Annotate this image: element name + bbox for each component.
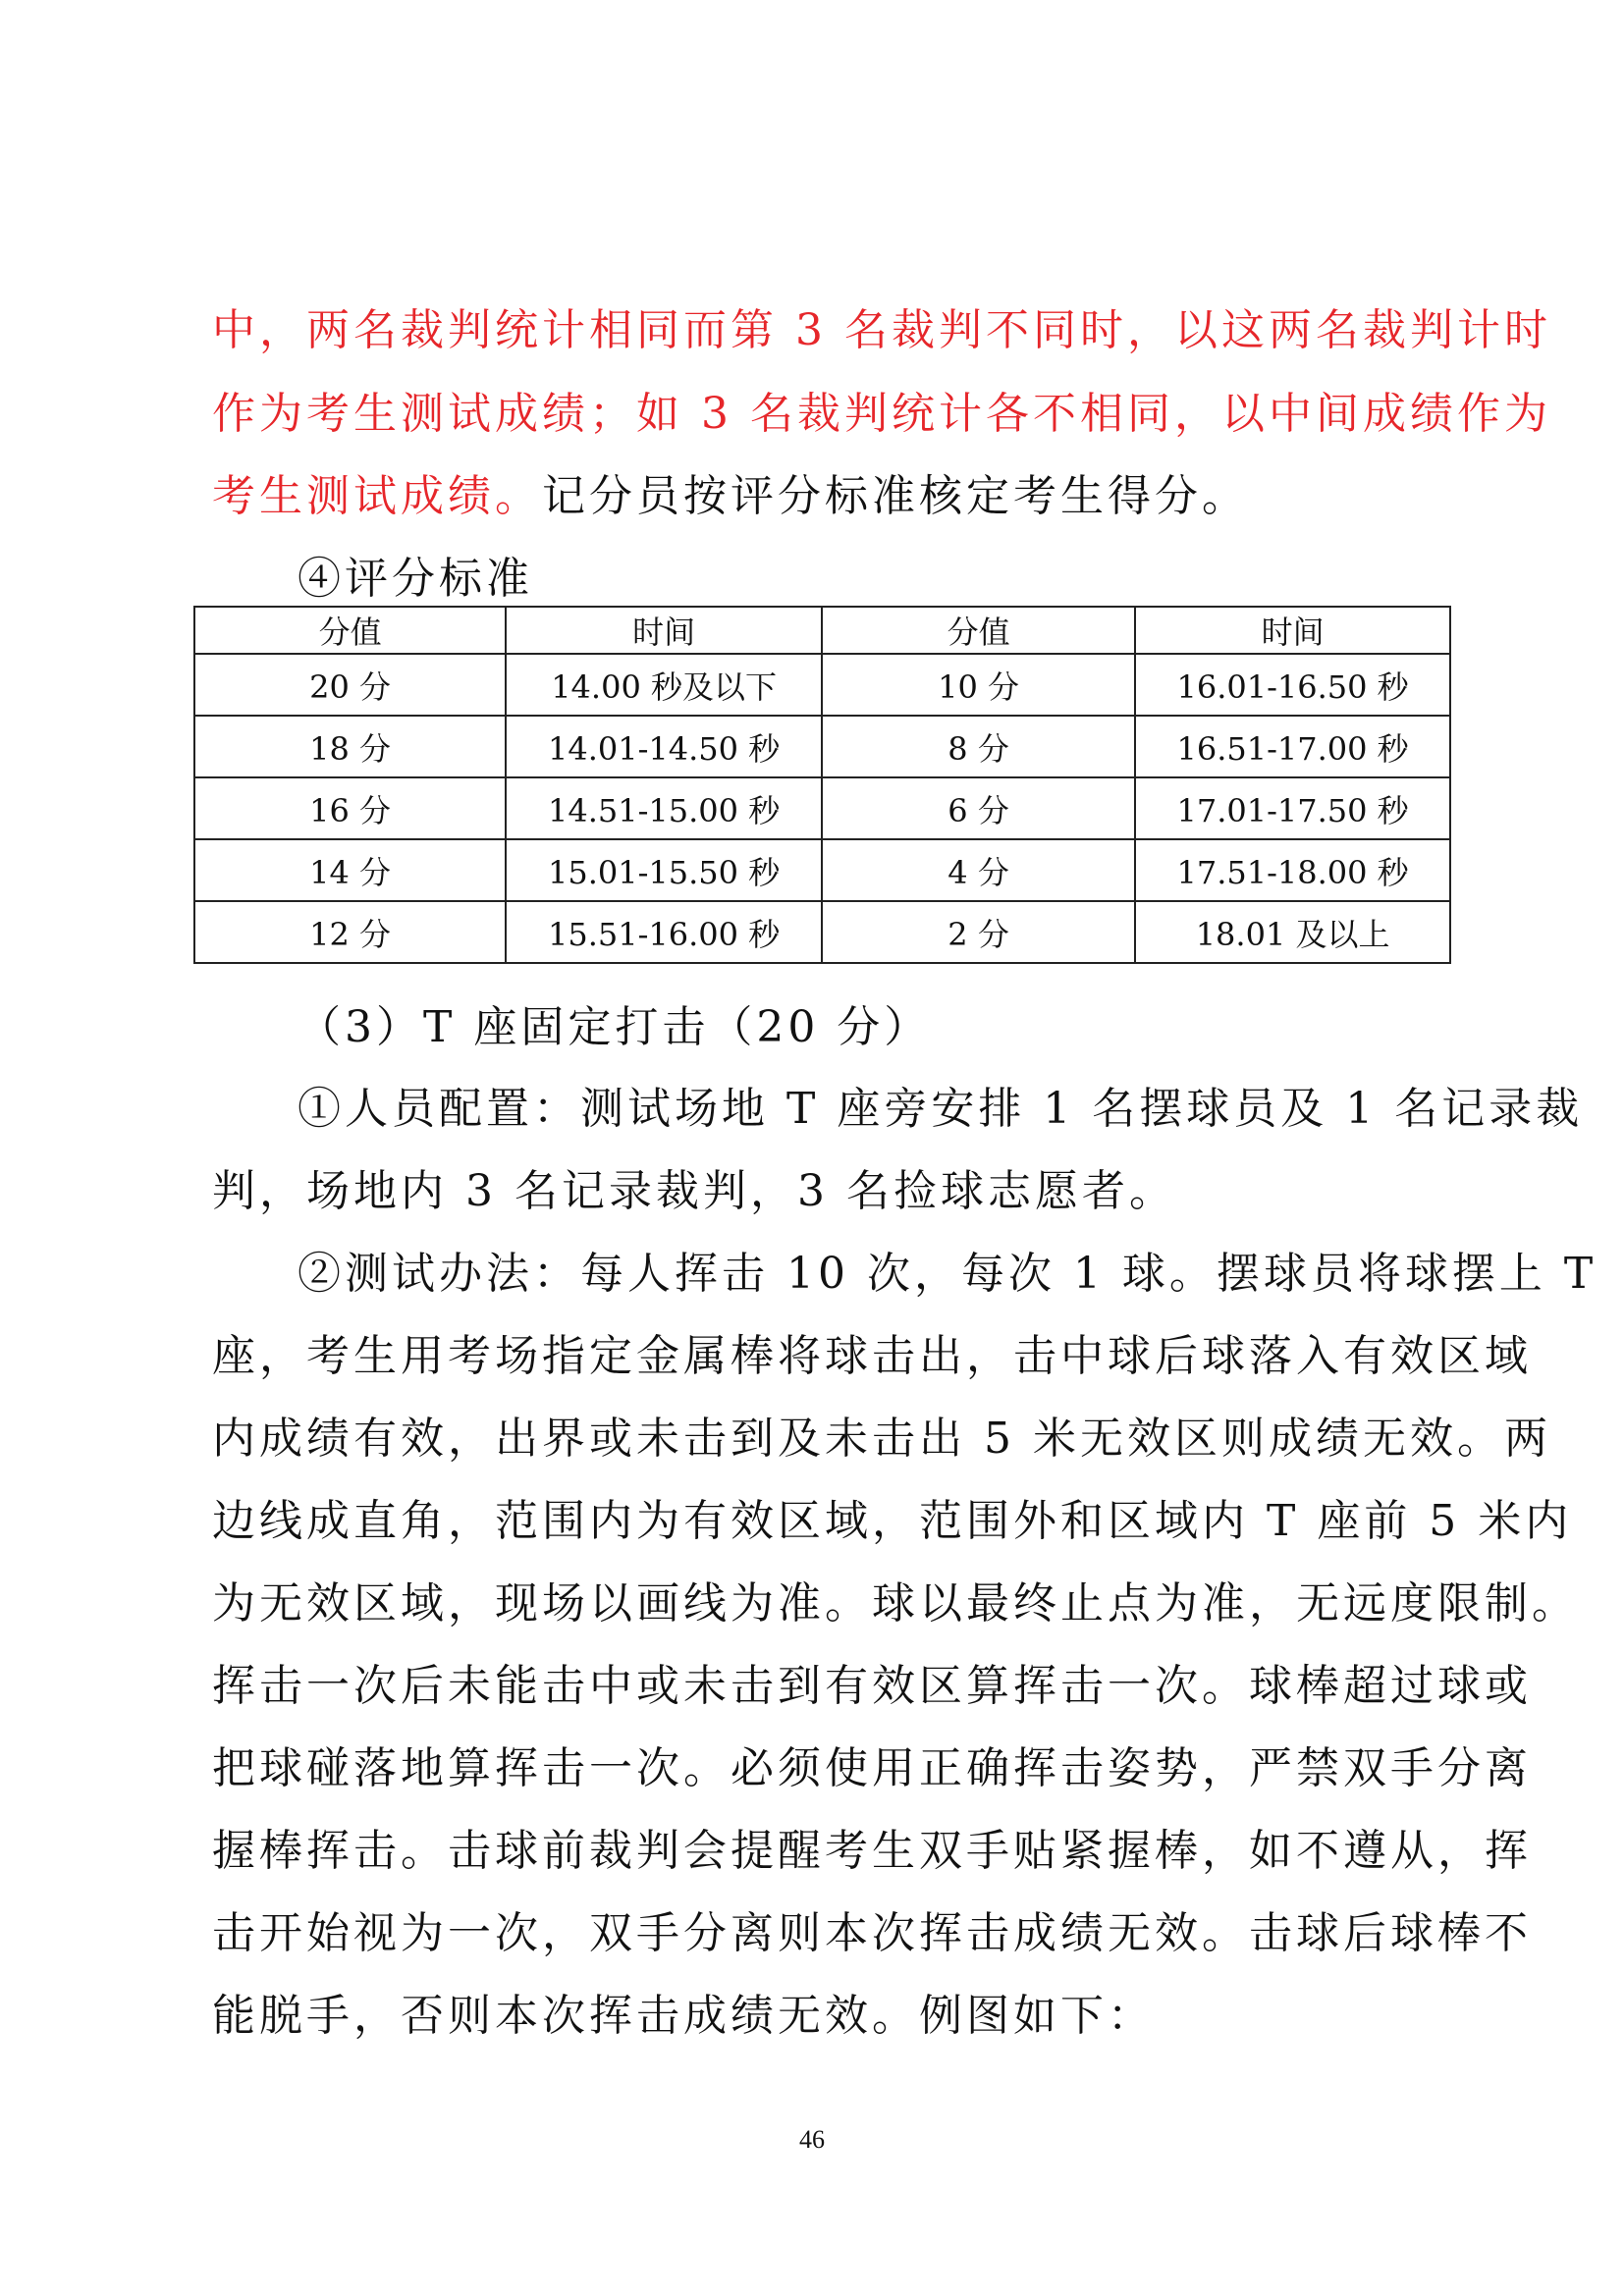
paragraph-line: 为无效区域，现场以画线为准。球以最终止点为准，无远度限制。: [212, 1578, 1579, 1629]
table-cell: 4 分: [822, 839, 1135, 901]
paragraph-line: 边线成直角，范围内为有效区域，范围外和区域内 T 座前 5 米内: [212, 1496, 1573, 1546]
table-cell: 16.51-17.00 秒: [1135, 716, 1450, 777]
score-table: [193, 606, 1451, 964]
header-cell: 时间: [506, 607, 822, 654]
page-number: 46: [799, 2125, 825, 2154]
table-cell: 16.01-16.50 秒: [1135, 654, 1450, 716]
table-cell: 17.01-17.50 秒: [1135, 777, 1450, 839]
table-cell: 14.01-14.50 秒: [506, 716, 822, 777]
header-cell: 时间: [1135, 607, 1450, 654]
table-cell: 12 分: [194, 901, 506, 963]
table-cell: 20 分: [194, 654, 506, 716]
table-row: [194, 654, 1450, 716]
table-cell: 2 分: [822, 901, 1135, 963]
paragraph-line: 座，考生用考场指定金属棒将球击出，击中球后球落入有效区域: [212, 1331, 1532, 1381]
table-cell: 14.51-15.00 秒: [506, 777, 822, 839]
paragraph-line: 击开始视为一次，双手分离则本次挥击成绩无效。击球后球棒不: [212, 1908, 1532, 1958]
table-cell: 15.51-16.00 秒: [506, 901, 822, 963]
red-text: 考生测试成绩。: [212, 471, 542, 521]
score-heading: ④评分标准: [298, 554, 533, 604]
paragraph-line: 判，场地内 3 名记录裁判，3 名捡球志愿者。: [212, 1166, 1176, 1216]
paragraph-line: 能脱手，否则本次挥击成绩无效。例图如下：: [212, 1991, 1155, 2041]
paragraph-line: ②测试办法：每人挥击 10 次，每次 1 球。摆球员将球摆上 T: [298, 1249, 1597, 1299]
table-cell: 14.00 秒及以下: [506, 654, 822, 716]
table-header-row: [194, 607, 1450, 654]
paragraph-line: ①人员配置：测试场地 T 座旁安排 1 名摆球员及 1 名记录裁: [298, 1084, 1584, 1134]
header-cell: 分值: [822, 607, 1135, 654]
table-cell: 6 分: [822, 777, 1135, 839]
paragraph-line: 内成绩有效，出界或未击到及未击出 5 米无效区则成绩无效。两: [212, 1414, 1551, 1464]
section-heading: （3）T 座固定打击（20 分）: [298, 1002, 932, 1052]
paragraph-line: 中，两名裁判统计相同而第 3 名裁判不同时，以这两名裁判计时: [212, 305, 1551, 355]
paragraph-line: 握棒挥击。击球前裁判会提醒考生双手贴紧握棒，如不遵从，挥: [212, 1826, 1532, 1876]
table-row: [194, 777, 1450, 839]
table-cell: 17.51-18.00 秒: [1135, 839, 1450, 901]
black-text: 记分员按评分标准核定考生得分。: [542, 471, 1249, 521]
paragraph-line: 挥击一次后未能击中或未击到有效区算挥击一次。球棒超过球或: [212, 1661, 1532, 1711]
table-cell: 10 分: [822, 654, 1135, 716]
paragraph-line: 把球碰落地算挥击一次。必须使用正确挥击姿势，严禁双手分离: [212, 1743, 1532, 1793]
table-cell: 15.01-15.50 秒: [506, 839, 822, 901]
table-cell: 18 分: [194, 716, 506, 777]
table-row: [194, 716, 1450, 777]
table-cell: 14 分: [194, 839, 506, 901]
table-row: [194, 901, 1450, 963]
header-cell: 分值: [194, 607, 506, 654]
table-cell: 8 分: [822, 716, 1135, 777]
table-cell: 18.01 及以上: [1135, 901, 1450, 963]
table-row: [194, 839, 1450, 901]
paragraph-line: 作为考生测试成绩；如 3 名裁判统计各不相同，以中间成绩作为: [212, 389, 1551, 439]
paragraph-line: [212, 467, 1439, 526]
table-cell: 16 分: [194, 777, 506, 839]
